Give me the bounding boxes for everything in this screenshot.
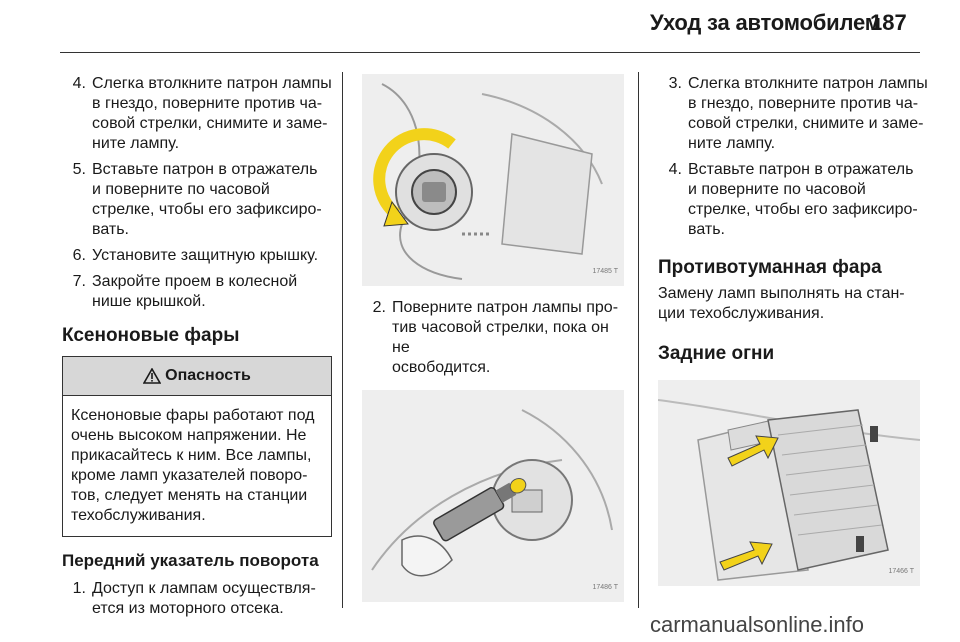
warning-triangle-icon — [143, 368, 161, 384]
fog-light-note: Замену ламп выполнять на стан- ции техобслуживания. — [658, 285, 905, 322]
watermark-text: carmanualsonline.info — [650, 612, 865, 637]
list-item: 3. Слегка втолкните патрон лампы в гнездо, поверните против ча- совой стрелки, снимите и заме- ните лампу. — [668, 75, 928, 152]
page-title: Уход за автомобилем — [650, 10, 881, 35]
column-divider-right — [638, 72, 639, 608]
section-heading-fog-light: Противотуманная фара — [658, 257, 882, 278]
page-number: 187 — [870, 10, 907, 35]
column-middle — [362, 74, 630, 602]
list-item: 7. Закройте проем в колесной нише крышкой. — [72, 273, 298, 310]
column-left — [62, 74, 332, 625]
danger-notice-header — [63, 357, 331, 396]
section-heading-rear-lights: Задние огни — [658, 343, 775, 364]
danger-notice — [62, 356, 332, 537]
illustration-bulb-removed — [362, 390, 624, 602]
figure-id: 17486 T — [592, 584, 618, 591]
list-item: 5. Вставьте патрон в отражатель и поверните по часовой стрелке, чтобы его зафиксиро- вать. — [72, 161, 322, 238]
danger-notice-body: Ксеноновые фары работают под очень высоком напряжении. Не прикасайтесь к ним. Все лампы, кроме ламп указателей поворо- тов, следует менять на станции техобслуживания. — [71, 407, 315, 524]
section-heading-xenon: Ксеноновые фары — [62, 325, 240, 346]
illustration-bulb-holder-rotate — [362, 74, 624, 286]
list-item: 2. Поверните патрон лампы про- тив часовой стрелки, пока он не освободится. — [372, 299, 619, 376]
section-heading-front-turn-signal: Передний указатель поворота — [62, 551, 319, 570]
list-item: 4. Вставьте патрон в отражатель и поверните по часовой стрелке, чтобы его зафиксиро- вать. — [668, 161, 918, 238]
danger-notice-title: Опасность — [165, 367, 251, 384]
list-item: 1. Доступ к лампам осуществля- ется из моторного отсека. — [72, 580, 316, 617]
column-right — [658, 74, 928, 586]
list-item: 4. Слегка втолкните патрон лампы в гнездо, поверните против ча- совой стрелки, снимите и заме- ните лампу. — [72, 75, 332, 152]
column-divider-left — [342, 72, 343, 608]
figure-id: 17485 T — [592, 268, 618, 275]
header-divider — [60, 52, 920, 53]
list-item: 6. Установите защитную крышку. — [72, 247, 319, 264]
figure-id: 17466 T — [888, 568, 914, 575]
illustration-rear-light-cover — [658, 380, 920, 586]
